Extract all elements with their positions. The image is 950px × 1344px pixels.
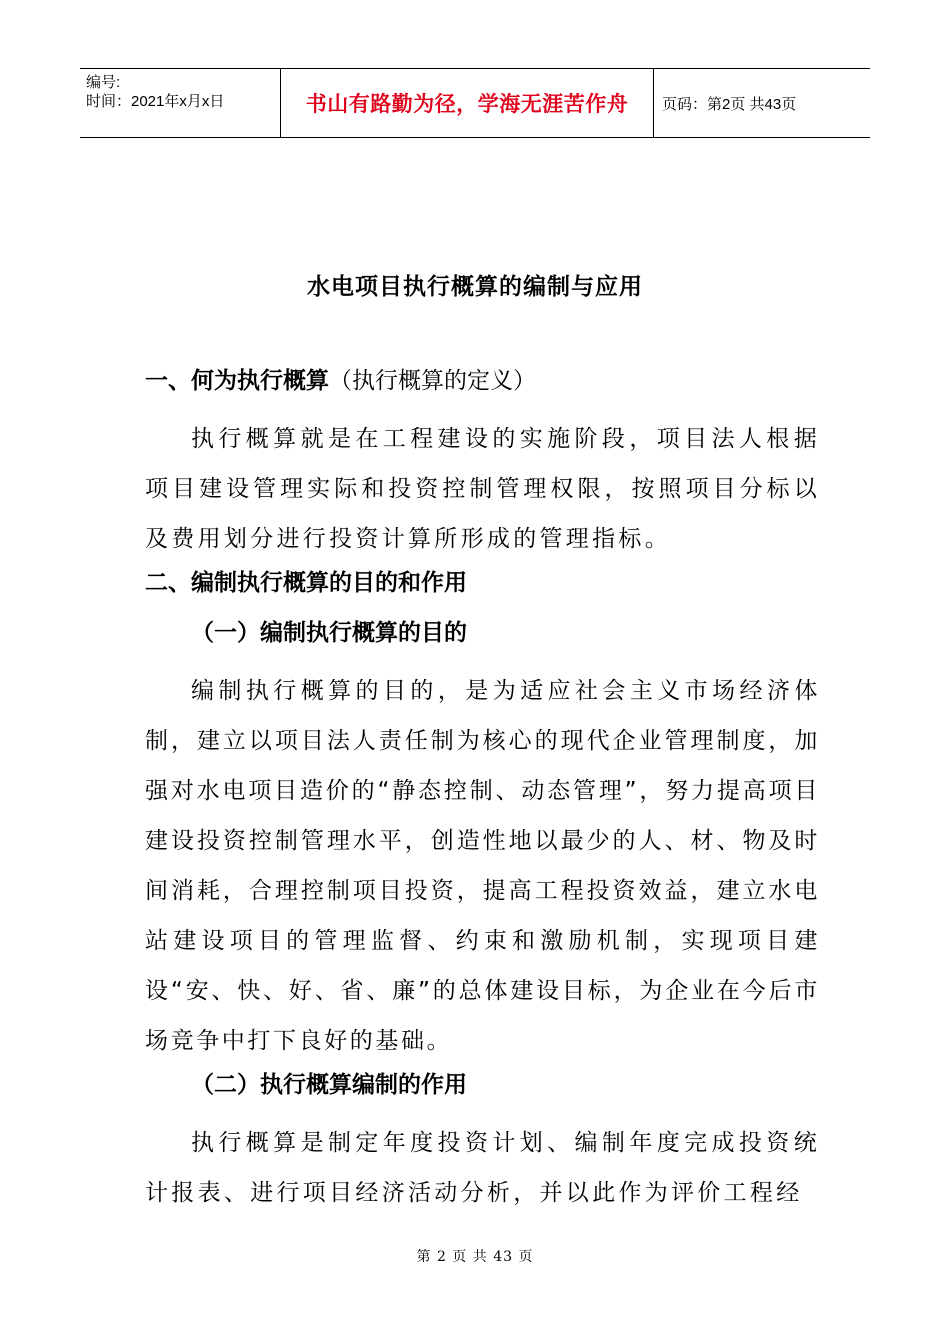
section-2-sub1-heading: （一）编制执行概算的目的 [191,620,467,646]
header-motto: 书山有路勤为径，学海无涯苦作舟 [280,69,654,137]
section-1-heading-note: （执行概算的定义） [329,368,536,394]
section-1-paragraph: 执行概算就是在工程建设的实施阶段，项目法人根据项目建设管理实际和投资控制管理权限，按照项目分标以及费用划分进行投资计算所形成的管理指标。 [145,426,820,552]
section-1-heading [145,364,820,414]
section-2-sub2-heading: （二）执行概算编制的作用 [191,1072,467,1098]
document-title: 水电项目执行概算的编制与应用 [307,274,643,300]
section-2-sub2-paragraph: 执行概算是制定年度投资计划、编制年度完成投资统计报表、进行项目经济活动分析，并以此作为评价工程经 [145,1130,820,1206]
number-label: 编号: [86,74,121,91]
time-label: 时间：2021年x月x日 [86,93,225,110]
section-2-sub1-paragraph: 编制执行概算的目的，是为适应社会主义市场经济体制，建立以项目法人责任制为核心的现代企业管理制度，加强对水电项目造价的“静态控制、动态管理”，努力提高项目建设投资控制管理水平，创造性地以最少的人、材、物及时间消耗，合理控制项目投资，提高工程投资效益，建立水电站建设项目的管理监督、约束和激励机制，实现项目建设“安、快、好、省、廉”的总体建设目标，为企业在今后市场竞争中打下良好的基础。 [145,678,820,1054]
page-footer: 第 2 页 共 43 页 [416,1249,534,1265]
section-2-heading: 二、编制执行概算的目的和作用 [145,570,467,596]
section-1-heading-text: 一、何为执行概算 [145,368,329,394]
header-meta [80,69,280,137]
document-header [80,68,870,138]
header-page-info: 页码：第2页 共43页 [662,95,797,113]
document-body [145,364,820,1218]
